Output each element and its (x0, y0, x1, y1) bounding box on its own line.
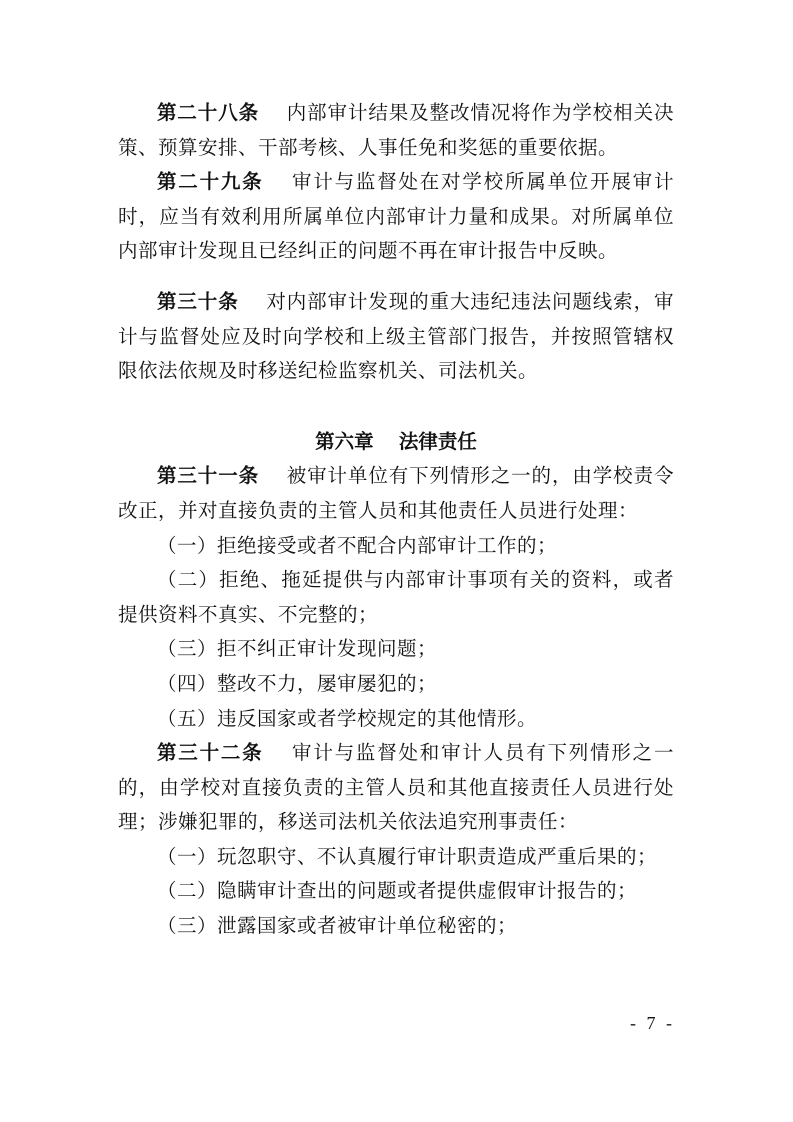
chapter-name: 法律责任 (398, 429, 477, 453)
article-text: 被审计单位有下列情形之一的，由学校责令改正，并对直接负责的主管人员和其他责任人员进行处理： (118, 464, 674, 522)
chapter-heading (118, 425, 674, 460)
article-30 (118, 285, 674, 389)
article-31 (118, 459, 674, 528)
list-item: （二）隐瞒审计查出的问题或者提供虚假审计报告的； (157, 879, 638, 903)
list-item: （三）泄露国家或者被审计单位秘密的； (157, 914, 518, 938)
list-item: （二）拒绝、拖延提供与内部审计事项有关的资料，或者提供资料不真实、不完整的； (118, 568, 674, 626)
article-title: 第二十九条 (157, 170, 264, 194)
article-32 (118, 736, 674, 840)
article-title: 第三十一条 (157, 464, 260, 488)
article-title: 第三十二条 (157, 741, 264, 765)
article-text: 审计与监督处在对学校所属单位开展审计时，应当有效利用所属单位内部审计力量和成果。对所属单位内部审计发现且已经纠正的问题不再在审计报告中反映。 (118, 170, 674, 263)
document-body (118, 96, 674, 944)
list-item: （三）拒不纠正审计发现问题； (157, 637, 438, 661)
article-title: 第三十条 (157, 289, 239, 313)
article-text: 审计与监督处和审计人员有下列情形之一的，由学校对直接负责的主管人员和其他直接责任人员进行处理；涉嫌犯罪的，移送司法机关依法追究刑事责任： (118, 741, 674, 834)
chapter-number: 第六章 (315, 429, 374, 453)
article-text: 内部审计结果及整改情况将作为学校相关决策、预算安排、干部考核、人事任免和奖惩的重要依据。 (118, 101, 674, 159)
article-28 (118, 96, 674, 165)
list-item: （五）违反国家或者学校规定的其他情形。 (157, 706, 538, 730)
article-title: 第二十八条 (157, 101, 260, 124)
list-item: （一）玩忽职守、不认真履行审计职责造成严重后果的； (157, 844, 658, 868)
list-item: （四）整改不力，屡审屡犯的； (157, 671, 438, 695)
page-number: - 7 - (630, 1013, 675, 1033)
article-text: 对内部审计发现的重大违纪违法问题线索，审计与监督处应及时向学校和上级主管部门报告，并按照管辖权限依法依规及时移送纪检监察机关、司法机关。 (118, 289, 674, 383)
list-item: （一）拒绝接受或者不配合内部审计工作的； (157, 533, 558, 557)
article-29 (118, 165, 674, 269)
